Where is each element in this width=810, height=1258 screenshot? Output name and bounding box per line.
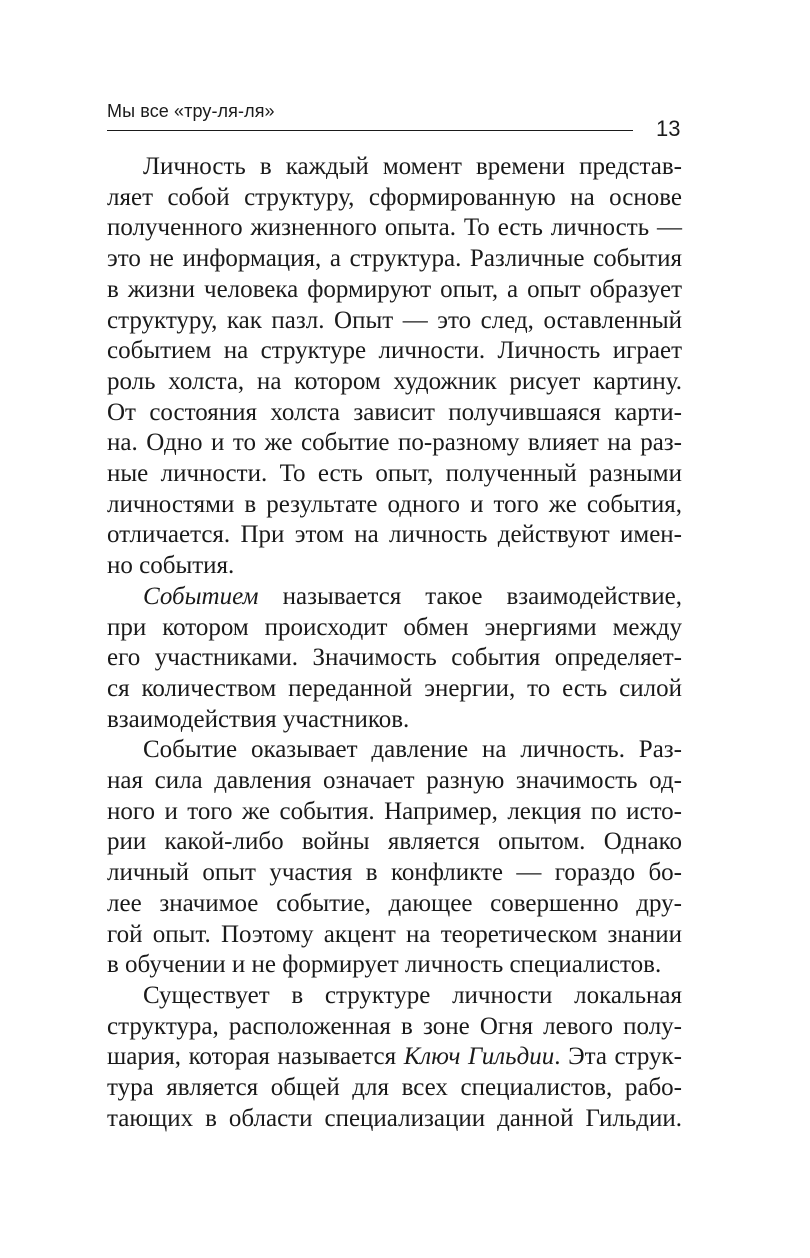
text-line: структура, расположенная в зоне Огня левого полу- xyxy=(107,1012,682,1040)
term-italic: Событием xyxy=(143,582,259,610)
text-line: тура является общей для всех специалистов, рабо- xyxy=(107,1074,682,1102)
text-line: на. Одно и то же событие по-разному влияет на раз- xyxy=(107,429,682,457)
text-line: Личность в каждый момент времени представ- xyxy=(143,153,682,180)
text-line: рии какой-либо войны является опытом. Однако xyxy=(107,828,682,856)
text-line: взаимодействия участников. xyxy=(107,705,410,733)
text-line: в обучении и не формирует личность специалистов. xyxy=(107,951,662,979)
text-segment: . Эта струк- xyxy=(554,1043,682,1071)
text-line: ные личности. То есть опыт, полученный разными xyxy=(107,460,682,488)
text-line: лее значимое событие, дающее совершенно дру- xyxy=(107,889,682,917)
text-line: его участниками. Значимость события определяет- xyxy=(107,644,682,672)
text-line: ляет собой структуру, сформированную на основе xyxy=(107,183,682,211)
text-line: личностями в результате одного и того же события, xyxy=(107,490,682,518)
text-line: Существует в структуре личности локальная xyxy=(143,981,682,1009)
text-line: тающих в области специализации данной Гильдии. xyxy=(107,1104,682,1132)
text-line: но события. xyxy=(107,552,235,580)
text-line: в жизни человека формируют опыт, а опыт образует xyxy=(107,275,682,303)
text-line: личный опыт участия в конфликте — гораздо бо- xyxy=(107,859,682,887)
page-number: 13 xyxy=(656,116,681,141)
text-line: ного и того же события. Например, лекция по исто- xyxy=(107,797,682,825)
text-line: ся количеством переданной энергии, то есть силой xyxy=(107,674,682,702)
term-italic: Ключ Гильдии xyxy=(403,1043,555,1071)
text-line: полученного жизненного опыта. То есть личность — xyxy=(107,214,682,242)
text-segment: шария, которая называется xyxy=(107,1043,404,1071)
text-line: отличается. При этом на личность действуют имен- xyxy=(107,521,682,549)
text-segment: называется такое взаимодействие, xyxy=(258,582,682,610)
text-line: событием на структуре личности. Личность играет xyxy=(107,337,682,365)
text-line: при котором происходит обмен энергиями между xyxy=(107,613,682,641)
body-text xyxy=(107,152,682,1135)
text-line: структуру, как пазл. Опыт — это след, оставленный xyxy=(107,306,682,334)
text-line: гой опыт. Поэтому акцент на теоретическом знании xyxy=(107,920,682,948)
text-line: Событие оказывает давление на личность. Раз- xyxy=(143,736,682,764)
text-line: ная сила давления означает разную значимость од- xyxy=(107,767,682,795)
header-rule xyxy=(107,130,633,131)
text-line: роль холста, на котором художник рисует картину. xyxy=(107,367,682,395)
running-title: Мы все «тру-ля-ля» xyxy=(107,101,275,121)
text-line xyxy=(107,1042,682,1073)
text-line: От состояния холста зависит получившаяся карти- xyxy=(107,398,682,426)
text-line xyxy=(107,582,682,613)
text-line: это не информация, а структура. Различные события xyxy=(107,245,682,273)
